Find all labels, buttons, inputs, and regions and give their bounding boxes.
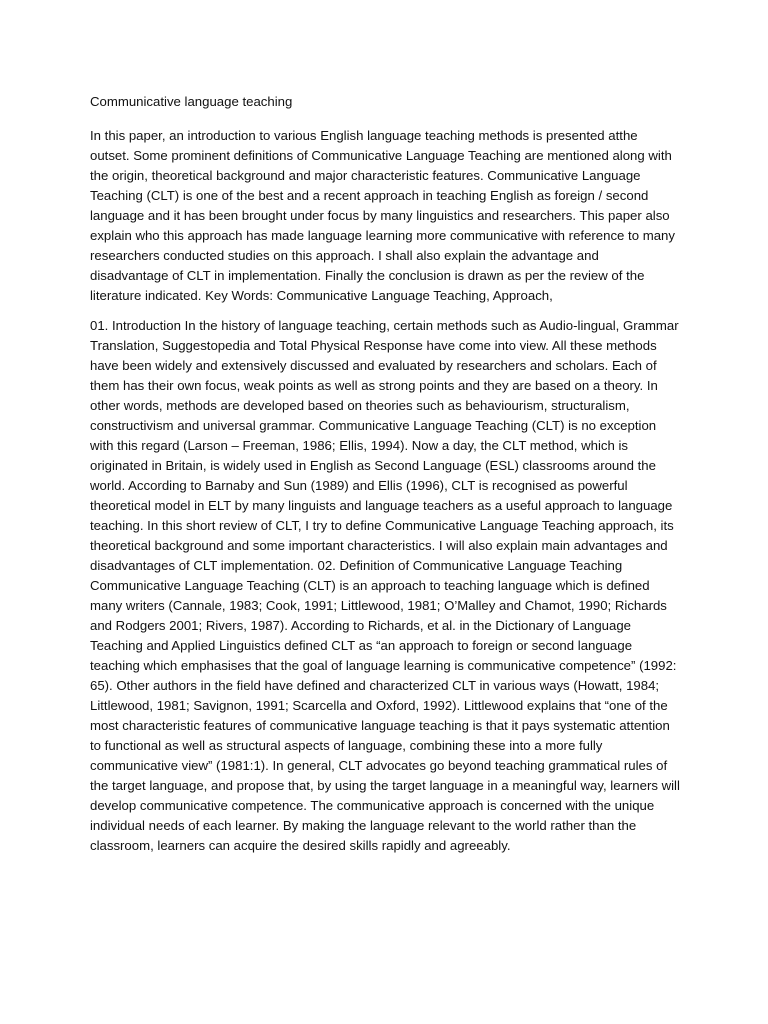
document-page <box>90 92 680 866</box>
abstract-paragraph: In this paper, an introduction to various English language teaching methods is presented atthe outset. Some prominent definitions of Communicative Language Teaching are mentioned along with the origin, theoretical background and major characteristic features. Communicative Language Teaching (CLT) is one of the best and a recent approach in teaching English as foreign / second language and it has been brought under focus by many linguistics and researchers. This paper also explain who this approach has made language learning more communicative with reference to many researchers conducted studies on this approach. I shall also explain the advantage and disadvantage of CLT in implementation. Finally the conclusion is drawn as per the review of the literature indicated. Key Words: Communicative Language Teaching, Approach, <box>90 128 675 303</box>
introduction-paragraph: 01. Introduction In the history of language teaching, certain methods such as Audio-lingual, Grammar Translation, Suggestopedia and Total Physical Response have come into view. All these methods have been widely and extensively discussed and evaluated by researchers and scholars. Each of them has their own focus, weak points as well as strong points and they are based on a theory. In other words, methods are developed based on theories such as behaviourism, structuralism, constructivism and universal grammar. Communicative Language Teaching (CLT) is no exception with this regard (Larson – Freeman, 1986; Ellis, 1994). Now a day, the CLT method, which is originated in Britain, is widely used in English as Second Language (ESL) classrooms around the world. According to Barnaby and Sun (1989) and Ellis (1996), CLT is recognised as powerful theoretical model in ELT by many linguists and language teachers as a useful approach to language teaching. In this short review of CLT, I try to define Communicative Language Teaching approach, its theoretical background and some important characteristics. I will also explain main advantages and disadvantages of CLT implementation. 02. Definition of Communicative Language Teaching Communicative Language Teaching (CLT) is an approach to teaching language which is defined many writers (Cannale, 1983; Cook, 1991; Littlewood, 1981; O’Malley and Chamot, 1990; Richards and Rodgers 2001; Rivers, 1987). According to Richards, et al. in the Dictionary of Language Teaching and Applied Linguistics defined CLT as “an approach to foreign or second language teaching which emphasises that the goal of language learning is communicative competence” (1992: 65). Other authors in the field have defined and characterized CLT in various ways (Howatt, 1984; Littlewood, 1981; Savignon, 1991; Scarcella and Oxford, 1992). Littlewood explains that “one of the most characteristic features of communicative language teaching is that it pays systematic attention to functional as well as structural aspects of language, combining these into a more fully communicative view” (1981:1). In general, CLT advocates go beyond teaching grammatical rules of the target language, and propose that, by using the target language in a meaningful way, learners will develop communicative competence. The communicative approach is concerned with the unique individual needs of each learner. By making the language relevant to the world rather than the classroom, learners can acquire the desired skills rapidly and agreeably. <box>90 318 680 853</box>
document-title: Communicative language teaching <box>90 94 293 109</box>
